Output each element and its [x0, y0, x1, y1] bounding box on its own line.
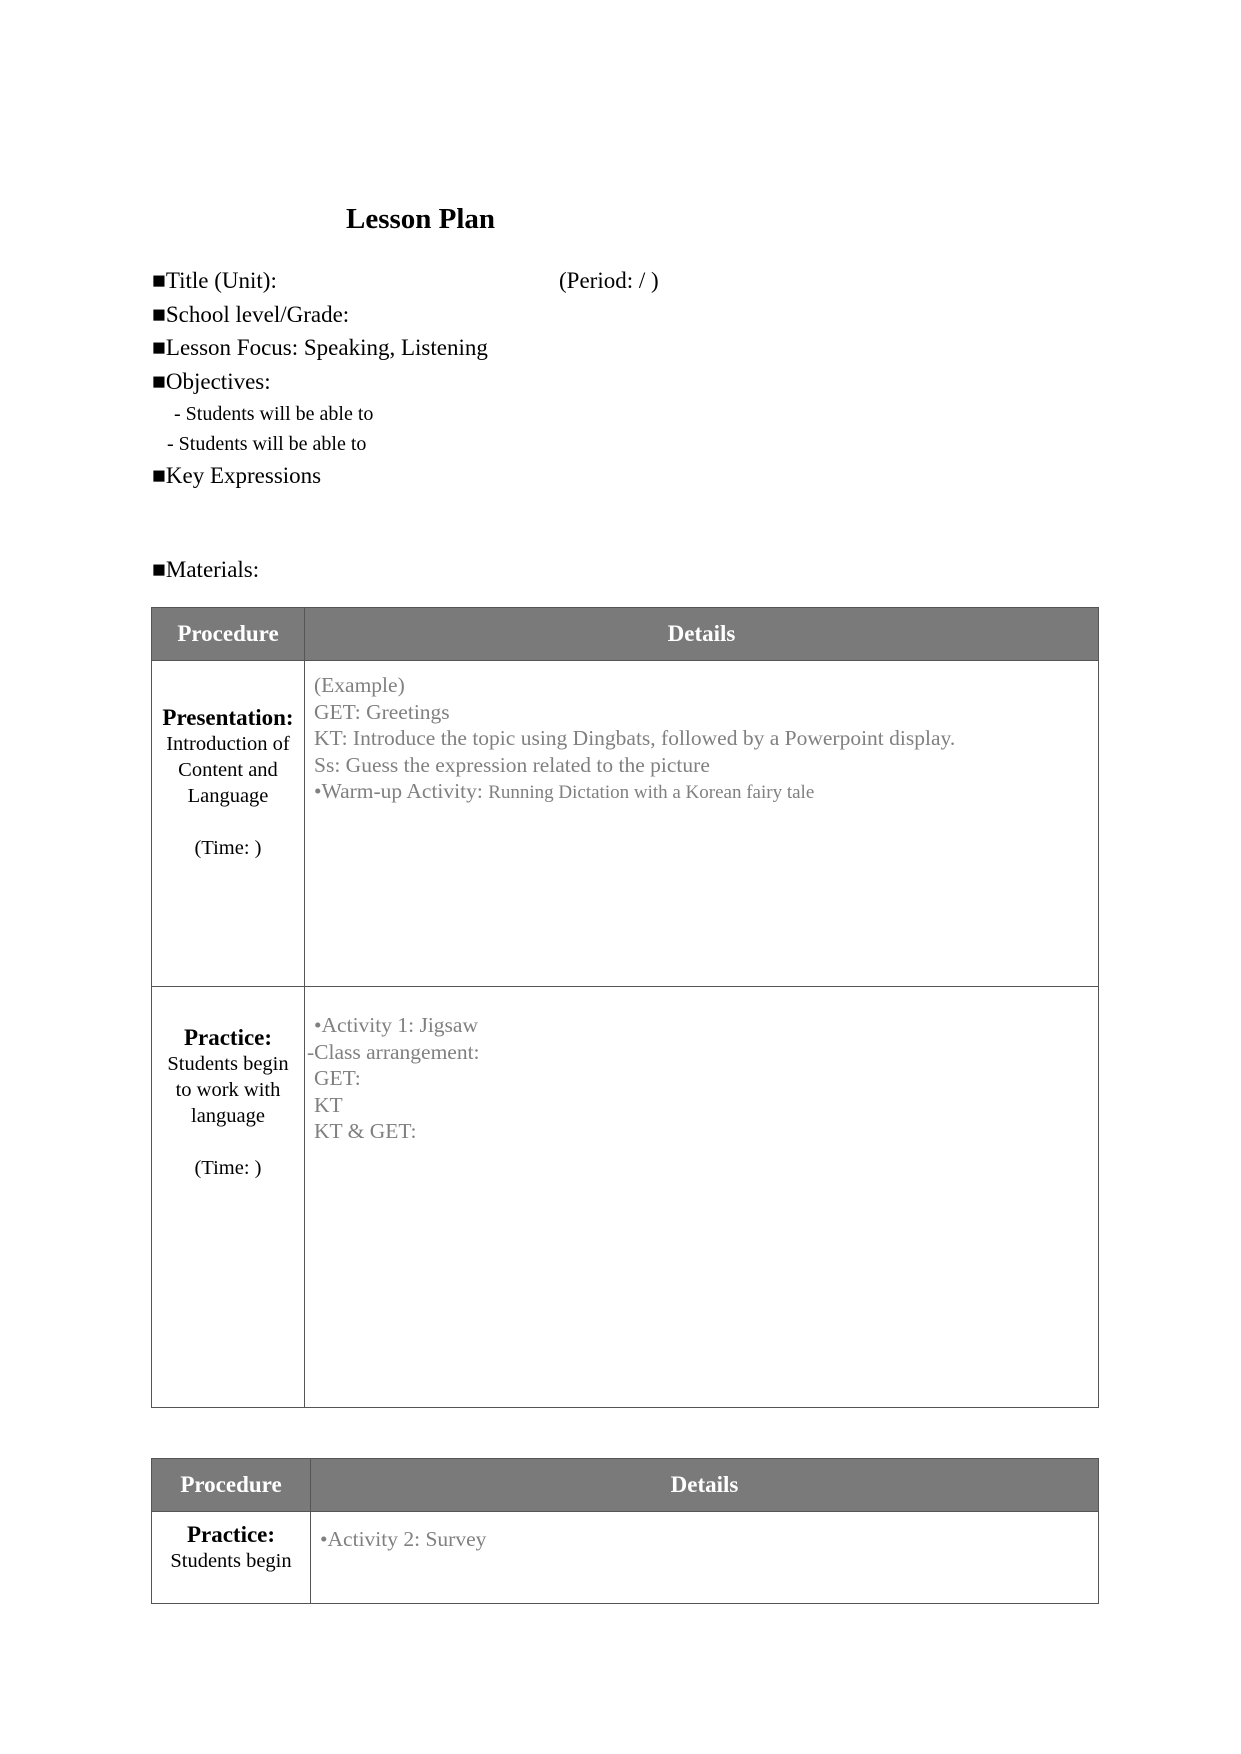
school-level-field: ■School level/Grade:	[152, 302, 350, 327]
details-line: (Example)	[314, 673, 405, 697]
table-row	[152, 661, 1099, 987]
stage-description: language	[191, 1105, 265, 1127]
materials-field: ■Materials:	[152, 557, 260, 582]
stage-description: Students begin	[170, 1550, 292, 1572]
details-line: •Activity 1: Jigsaw	[314, 1013, 478, 1037]
procedure-table	[151, 1458, 1099, 1604]
details-line: •Activity 2: Survey	[320, 1527, 487, 1551]
procedure-header: Procedure	[152, 1459, 311, 1512]
details-line: GET:	[314, 1066, 361, 1090]
objectives-heading: ■Objectives:	[152, 369, 271, 394]
objective-item: - Students will be able to	[174, 403, 374, 425]
objective-item: - Students will be able to	[167, 433, 367, 455]
details-header: Details	[311, 1459, 1099, 1512]
details-line: KT: Introduce the topic using Dingbats, followed by a Powerpoint display.	[314, 726, 956, 750]
stage-time: (Time: )	[194, 837, 262, 859]
details-line: KT & GET:	[314, 1119, 417, 1143]
details-cell	[305, 987, 1099, 1408]
title-unit-field: ■Title (Unit):	[152, 268, 277, 293]
period-field: (Period: / )	[559, 268, 659, 293]
key-expressions-heading: ■Key Expressions	[152, 463, 322, 488]
table-header-row	[152, 1459, 1099, 1512]
table-row	[152, 987, 1099, 1408]
stage-description: Content and	[178, 759, 278, 781]
stage-description: to work with	[175, 1079, 281, 1101]
details-cell	[305, 661, 1099, 987]
table-header-row	[152, 608, 1099, 661]
warmup-text: Running Dictation with a Korean fairy tale	[488, 782, 815, 803]
stage-description: Students begin	[167, 1053, 289, 1075]
details-line: -Class arrangement:	[307, 1039, 480, 1064]
procedure-cell	[152, 987, 305, 1408]
details-line: GET: Greetings	[314, 699, 450, 724]
stage-description: Language	[187, 785, 269, 807]
warmup-prefix: •Warm-up Activity:	[314, 779, 489, 803]
stage-time: (Time: )	[194, 1157, 262, 1179]
stage-label: Presentation:	[162, 705, 294, 730]
procedure-cell	[152, 1512, 311, 1604]
procedure-table	[151, 607, 1099, 1408]
table-row	[152, 1512, 1099, 1604]
stage-label: Practice:	[186, 1522, 276, 1547]
details-header: Details	[305, 608, 1099, 661]
details-line: KT	[314, 1092, 343, 1117]
page-title: Lesson Plan	[346, 203, 496, 235]
procedure-header: Procedure	[152, 608, 305, 661]
details-line: Ss: Guess the expression related to the picture	[314, 752, 710, 777]
stage-label: Practice:	[183, 1025, 273, 1050]
details-line	[314, 778, 1098, 807]
stage-description: Introduction of	[166, 733, 290, 755]
procedure-cell	[152, 661, 305, 987]
details-cell	[311, 1512, 1099, 1604]
lesson-focus-field: ■Lesson Focus: Speaking, Listening	[152, 335, 488, 360]
